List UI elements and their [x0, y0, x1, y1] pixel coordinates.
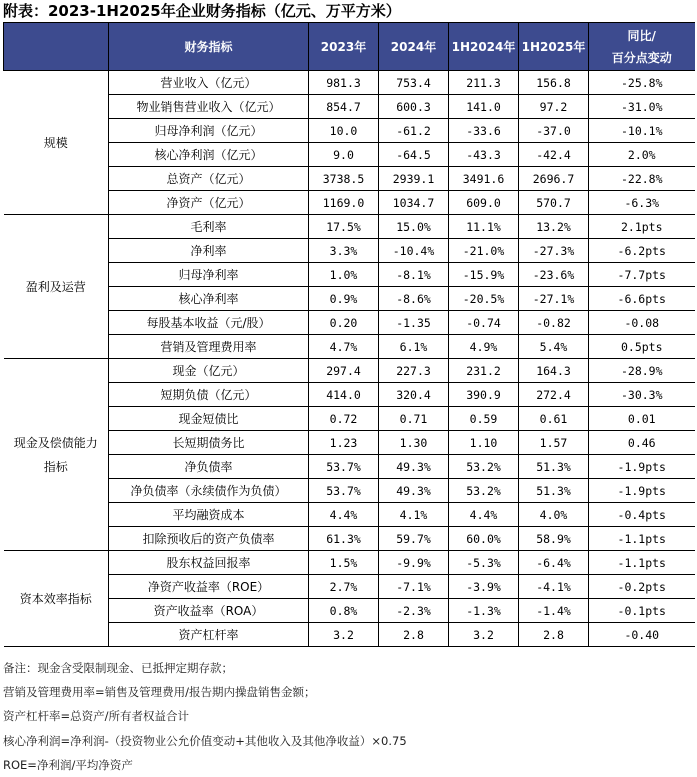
footnote-line: 核心净利润=净利润-（投资物业公允价值变动+其他收入及其他净收益）×0.75 — [3, 733, 407, 748]
value-cell: 3738.5 — [309, 167, 379, 191]
value-cell: 4.7% — [309, 335, 379, 359]
value-cell: -5.3% — [449, 551, 519, 575]
value-cell: 4.1% — [379, 503, 449, 527]
value-cell: 0.71 — [379, 407, 449, 431]
column-header: 同比/ 百分点变动 — [589, 23, 695, 71]
value-cell: 4.0% — [519, 503, 589, 527]
value-cell: -31.0% — [589, 95, 695, 119]
value-cell: 3491.6 — [449, 167, 519, 191]
value-cell: -64.5 — [379, 143, 449, 167]
value-cell: 570.7 — [519, 191, 589, 215]
column-header: 2023年 — [309, 23, 379, 71]
value-cell: 609.0 — [449, 191, 519, 215]
value-cell: 981.3 — [309, 71, 379, 95]
value-cell: 0.61 — [519, 407, 589, 431]
value-cell: 141.0 — [449, 95, 519, 119]
value-cell: 11.1% — [449, 215, 519, 239]
value-cell: 51.3% — [519, 479, 589, 503]
header-row — [4, 23, 695, 71]
value-cell: -22.8% — [589, 167, 695, 191]
value-cell: -0.40 — [589, 623, 695, 647]
value-cell: 854.7 — [309, 95, 379, 119]
value-cell: 53.7% — [309, 479, 379, 503]
value-cell: 13.2% — [519, 215, 589, 239]
value-cell: 164.3 — [519, 359, 589, 383]
value-cell: -0.74 — [449, 311, 519, 335]
value-cell: 49.3% — [379, 455, 449, 479]
value-cell: -7.1% — [379, 575, 449, 599]
value-cell: -43.3 — [449, 143, 519, 167]
indicator-name: 净负债率 — [109, 455, 309, 479]
value-cell: -0.4pts — [589, 503, 695, 527]
value-cell: -6.4% — [519, 551, 589, 575]
value-cell: -1.1pts — [589, 551, 695, 575]
footnote-line: 备注：现金含受限制现金、已抵押定期存款； — [3, 661, 233, 675]
value-cell: 5.4% — [519, 335, 589, 359]
value-cell: 49.3% — [379, 479, 449, 503]
indicator-name: 平均融资成本 — [109, 503, 309, 527]
table-row — [4, 359, 695, 383]
value-cell: 1.30 — [379, 431, 449, 455]
value-cell: -0.2pts — [589, 575, 695, 599]
indicator-name: 毛利率 — [109, 215, 309, 239]
value-cell: 2.0% — [589, 143, 695, 167]
value-cell: -25.8% — [589, 71, 695, 95]
value-cell: 231.2 — [449, 359, 519, 383]
value-cell: 0.72 — [309, 407, 379, 431]
value-cell: 0.20 — [309, 311, 379, 335]
value-cell: -0.08 — [589, 311, 695, 335]
value-cell: 53.2% — [449, 455, 519, 479]
value-cell: -42.4 — [519, 143, 589, 167]
value-cell: -4.1% — [519, 575, 589, 599]
indicator-name: 现金（亿元） — [109, 359, 309, 383]
value-cell: 3.2 — [449, 623, 519, 647]
value-cell: -21.0% — [449, 239, 519, 263]
value-cell: 61.3% — [309, 527, 379, 551]
value-cell: 320.4 — [379, 383, 449, 407]
group-label: 规模 — [4, 71, 109, 215]
indicator-name: 净负债率（永续债作为负债） — [109, 479, 309, 503]
indicator-name: 净资产收益率（ROE） — [109, 575, 309, 599]
value-cell: 2696.7 — [519, 167, 589, 191]
value-cell: 272.4 — [519, 383, 589, 407]
value-cell: 156.8 — [519, 71, 589, 95]
value-cell: -2.3% — [379, 599, 449, 623]
value-cell: 0.01 — [589, 407, 695, 431]
value-cell: 2.8 — [519, 623, 589, 647]
value-cell: -20.5% — [449, 287, 519, 311]
value-cell: -0.1pts — [589, 599, 695, 623]
value-cell: 1.5% — [309, 551, 379, 575]
value-cell: 753.4 — [379, 71, 449, 95]
value-cell: 0.9% — [309, 287, 379, 311]
value-cell: 1.10 — [449, 431, 519, 455]
column-header: 1H2025年 — [519, 23, 589, 71]
value-cell: 1.0% — [309, 263, 379, 287]
value-cell: 1169.0 — [309, 191, 379, 215]
value-cell: 2.8 — [379, 623, 449, 647]
value-cell: 0.46 — [589, 431, 695, 455]
value-cell: -1.35 — [379, 311, 449, 335]
indicator-name: 物业销售营业收入（亿元） — [109, 95, 309, 119]
value-cell: -8.6% — [379, 287, 449, 311]
indicator-name: 短期负债（亿元） — [109, 383, 309, 407]
value-cell: -28.9% — [589, 359, 695, 383]
footnote-line: 营销及管理费用率=销售及管理费用/报告期内操盘销售金额； — [3, 685, 316, 700]
value-cell: -10.4% — [379, 239, 449, 263]
indicator-name: 归母净利润（亿元） — [109, 119, 309, 143]
value-cell: 1.57 — [519, 431, 589, 455]
value-cell: 414.0 — [309, 383, 379, 407]
indicator-name: 净资产（亿元） — [109, 191, 309, 215]
footnotes — [3, 656, 407, 777]
value-cell: 4.4% — [449, 503, 519, 527]
indicator-name: 现金短债比 — [109, 407, 309, 431]
indicator-name: 营销及管理费用率 — [109, 335, 309, 359]
value-cell: 53.7% — [309, 455, 379, 479]
indicator-name: 股东权益回报率 — [109, 551, 309, 575]
value-cell: -27.1% — [519, 287, 589, 311]
value-cell: -10.1% — [589, 119, 695, 143]
value-cell: 3.3% — [309, 239, 379, 263]
table-row — [4, 71, 695, 95]
value-cell: -3.9% — [449, 575, 519, 599]
table-title: 附表：2023-1H2025年企业财务指标（亿元、万平方米） — [3, 2, 401, 20]
table-row — [4, 215, 695, 239]
value-cell: 53.2% — [449, 479, 519, 503]
value-cell: -0.82 — [519, 311, 589, 335]
value-cell: 390.9 — [449, 383, 519, 407]
value-cell: -1.9pts — [589, 455, 695, 479]
value-cell: -1.3% — [449, 599, 519, 623]
value-cell: -1.9pts — [589, 479, 695, 503]
value-cell: -9.9% — [379, 551, 449, 575]
value-cell: 9.0 — [309, 143, 379, 167]
value-cell: -33.6 — [449, 119, 519, 143]
column-header: 1H2024年 — [449, 23, 519, 71]
value-cell: 97.2 — [519, 95, 589, 119]
column-header: 财务指标 — [109, 23, 309, 71]
value-cell: 60.0% — [449, 527, 519, 551]
value-cell: 600.3 — [379, 95, 449, 119]
value-cell: -37.0 — [519, 119, 589, 143]
group-label: 资本效率指标 — [4, 551, 109, 647]
group-label: 盈利及运营 — [4, 215, 109, 359]
value-cell: -1.1pts — [589, 527, 695, 551]
value-cell: 6.1% — [379, 335, 449, 359]
value-cell: 2939.1 — [379, 167, 449, 191]
value-cell: 1.23 — [309, 431, 379, 455]
financial-indicators-table — [3, 22, 695, 647]
indicator-name: 核心净利率 — [109, 287, 309, 311]
value-cell: 15.0% — [379, 215, 449, 239]
indicator-name: 净利率 — [109, 239, 309, 263]
value-cell: 297.4 — [309, 359, 379, 383]
value-cell: 58.9% — [519, 527, 589, 551]
indicator-name: 营业收入（亿元） — [109, 71, 309, 95]
value-cell: 59.7% — [379, 527, 449, 551]
value-cell: 2.1pts — [589, 215, 695, 239]
value-cell: -61.2 — [379, 119, 449, 143]
indicator-name: 资产收益率（ROA） — [109, 599, 309, 623]
value-cell: 227.3 — [379, 359, 449, 383]
value-cell: -7.7pts — [589, 263, 695, 287]
value-cell: 0.5pts — [589, 335, 695, 359]
value-cell: 3.2 — [309, 623, 379, 647]
value-cell: -27.3% — [519, 239, 589, 263]
value-cell: -8.1% — [379, 263, 449, 287]
value-cell: -30.3% — [589, 383, 695, 407]
value-cell: 1034.7 — [379, 191, 449, 215]
value-cell: 4.9% — [449, 335, 519, 359]
column-header — [4, 23, 109, 71]
value-cell: 2.7% — [309, 575, 379, 599]
footnote-line: 资产杠杆率=总资产/所有者权益合计 — [3, 709, 190, 724]
value-cell: 4.4% — [309, 503, 379, 527]
group-label: 现金及偿债能力 指标 — [4, 359, 109, 551]
value-cell: 0.59 — [449, 407, 519, 431]
value-cell: 10.0 — [309, 119, 379, 143]
value-cell: 17.5% — [309, 215, 379, 239]
value-cell: -15.9% — [449, 263, 519, 287]
value-cell: -6.2pts — [589, 239, 695, 263]
indicator-name: 资产杠杆率 — [109, 623, 309, 647]
footnote-line: ROE=净利润/平均净资产 — [3, 757, 133, 772]
indicator-name: 每股基本收益（元/股） — [109, 311, 309, 335]
indicator-name: 归母净利率 — [109, 263, 309, 287]
value-cell: 211.3 — [449, 71, 519, 95]
indicator-name: 核心净利润（亿元） — [109, 143, 309, 167]
indicator-name: 扣除预收后的资产负债率 — [109, 527, 309, 551]
value-cell: -6.3% — [589, 191, 695, 215]
value-cell: -1.4% — [519, 599, 589, 623]
indicator-name: 总资产（亿元） — [109, 167, 309, 191]
value-cell: -23.6% — [519, 263, 589, 287]
value-cell: -6.6pts — [589, 287, 695, 311]
value-cell: 51.3% — [519, 455, 589, 479]
table-row — [4, 551, 695, 575]
column-header: 2024年 — [379, 23, 449, 71]
value-cell: 0.8% — [309, 599, 379, 623]
indicator-name: 长短期债务比 — [109, 431, 309, 455]
